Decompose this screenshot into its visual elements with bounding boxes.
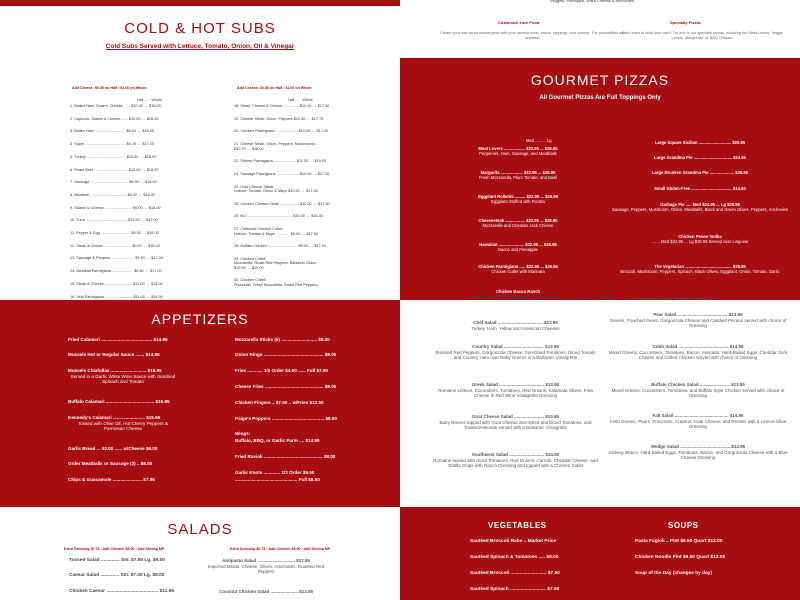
salad-row: Caesar Salad .............. Sm. $7.00 Lg. $9.00 (69, 573, 165, 578)
pizza-desc: Fresh Mozzarella, Plum Tomato, and Basil (478, 175, 558, 180)
salad-item (433, 382, 598, 399)
salad-name: Greek Salad .................................... $13.95 (471, 382, 560, 387)
sub-item: 10. Tuna ....................................... $10.00 .... $17.00 (70, 218, 158, 223)
salad-item (433, 414, 598, 431)
pizza-item (433, 146, 603, 156)
sub-item: 8. Meatball ................................... $9.00 .... $16.00 (70, 192, 156, 197)
salad-row: Tossed Salad .............. Sm. $7.50 Lg. $9.50 (69, 558, 165, 563)
salad-desc: Turkey, Ham, Yellow and American Cheeses (471, 325, 560, 331)
sub-item: 2. Capicola, Salami & Cheese ...... $10.00 .... $16.00 (70, 116, 159, 121)
salad-name: Country Salad ................................ $13.95 (472, 344, 559, 349)
sub-item: Lettuce, Tomato & Mayo ............. $9.50 .... $17.50 (234, 231, 319, 236)
pizza-desc: ....... Med $24.95 ... Lg $28.95 Served over Linguine (651, 239, 749, 244)
salad-name: Coconut Chicken Salad ...................... $13.95 (218, 589, 314, 594)
salad-desc: Imported Meats, Cheese, Olives, Artichokes, Roasted Red Peppers (207, 563, 325, 574)
appetizer-item (68, 477, 178, 483)
pizza-name: Eggplant Rollatini ......... $22.95 ... $26.95 (478, 194, 558, 199)
salad-name: Southwest Salad ............................ $14.95 (471, 452, 560, 457)
sub-item: 18. Steak, Cheese & Onions ............... $10.00 .... $17.50 (234, 104, 330, 108)
sub-item: 16. Veal Parmigiana .......................... $11.00 .... $18.00 (70, 294, 163, 299)
subs-right-note: Add Cheese: $0.50 on Half • $1.00 on Whole (237, 86, 312, 90)
salad-name: Cobb Salad ........................................ $14.95 (652, 344, 744, 349)
specialty-top-cut: Veggies, Pineapple, Extra Cheese & Anchovies (550, 0, 634, 3)
salad-name: Buffalo Chicken Salad ........................ $13.95 (651, 382, 745, 387)
soups-title: SOUPS (668, 521, 699, 530)
customize-text: Create your own pizza masterpiece with your favorite crust, sauce, toppings, and cheese. The possibilities are endless! (440, 31, 625, 40)
salad-desc: Roasted Red Peppers, Gorgonzola Cheese, Sun-Dried Tomatoes, Diced Tomato and Country Ham over Baby Greens in a Balsamic Vinaigrette (435, 349, 596, 360)
pizza-item (433, 242, 603, 252)
sub-item: 11. Pepper & Egg ............................ $9.00 .... $16.00 (70, 231, 159, 236)
salad-item (608, 413, 788, 430)
pizza-item (433, 264, 603, 274)
salad-name: Goat Cheese Salad ........................ $13.95 (471, 414, 560, 419)
sub-item: Prosciutto, Fresh Mozzarella, Roast Red Peppers, (234, 282, 319, 287)
salad-item (433, 344, 598, 361)
pizza-item (610, 140, 790, 145)
subs-right-list (234, 104, 330, 287)
sub-item: $10.95 .... $19.00 (234, 265, 264, 270)
salad-name: Chef Salad .................................... $13.95 (473, 320, 558, 325)
appetizer-item (68, 337, 178, 343)
specialty-text: Don't want to build your own? Try one of our specialty pizzas, including the Meat Lovers, Veggie Lovers, Margherita, or BBQ Chicken. (622, 31, 783, 40)
pizza-item (610, 202, 790, 212)
sub-item: 4. Super ...................................... $9.75 .... $17.00 (70, 142, 154, 147)
salad-desc: Romaine tossed with diced Tomatoes, Red Onions, Carrots, Cheddar Cheese, and Tortilla Chips with Ranch Dressing and topped with a Chicken Cutlet (433, 457, 598, 468)
appetizer-item: Cheese Fries .............................................. $8.00 (235, 384, 337, 389)
salad-name: Wedge Salad ........................................ $14.95 (650, 444, 746, 449)
salad-item (433, 320, 598, 331)
appetizer-name: Buffalo Calamari ...................................... $15.95 (68, 399, 170, 404)
appetizer-item: Fries ............ 1/2 Order $4.50 ...... Full $7.00 (235, 368, 328, 373)
salad-item (608, 344, 788, 361)
appetizer-name: Garlic Bread ... $3.00 ...... w/Cheese $6.00 (68, 446, 158, 451)
salad-item (433, 452, 598, 469)
pizza-desc: Bacon and Pineapple (498, 247, 538, 252)
appetizer-desc: Tossed with Olive Oil, Hot Cherry Peppers & Parmesan Cheese (77, 420, 169, 432)
salads-title: SALADS (167, 521, 233, 538)
vegetable-item: Sautéed Broccoli Rabe .. Market Price (470, 539, 557, 544)
sub-item: 5. Turkey ..................................... $10.00 .... $18.00 (70, 154, 157, 159)
sub-item: 29. Chicken Cutlet: (234, 256, 267, 261)
subs-subtitle: Cold Subs Served with Lettuce, Tomato, Onion, Oil & Vinegar (105, 43, 295, 50)
pizza-name: Margarita ................... $22.95 ... $26.95 (480, 170, 556, 175)
sub-item: 19. Cheese Steak, Onion, Peppers $10.50 .... $17.75 (234, 116, 324, 121)
sub-item: 3. Boiled Ham ............................. $9.00 .... $16.00 (70, 129, 154, 134)
gourmet-size-header: Med ......... Lg (526, 138, 552, 143)
appetizer-name: Kennedy's Calamari ......................... $15.95 (68, 415, 161, 420)
subs-right-header: Half ...... Whole (288, 98, 313, 102)
appetizer-item: Garlic Knots ............. 1/2 Order $5.50 (235, 470, 315, 475)
vegetable-item: Sautéed Spinach & Tomatoes ..... $8.00 (470, 555, 559, 560)
salad-desc: Greens, Poached Pears, Gorgonzola Cheese and Candied Pecans served with choice of Dressing (609, 317, 787, 328)
salad-item (206, 589, 326, 595)
pizza-name: Large Square Sicilian ............................ $20.95 (654, 140, 746, 145)
pizza-item (433, 218, 603, 228)
pizza-item (610, 234, 790, 244)
gourmet-panel (400, 58, 800, 300)
pizza-desc: Pepperoni, Ham, Sausage, and Meatballs (479, 151, 557, 156)
veg-soups-panel (400, 507, 800, 600)
sub-item: 20. Chicken Parmigiana ..................... $10.00 .... $17.00 (234, 129, 329, 134)
salad-desc: Mixed Greens, Cucumbers, Tomatoes, and Buffalo Style Chicken served with choice of Dressing (611, 387, 785, 398)
subs-left-header: Half ...... Whole (137, 98, 162, 102)
customize-title: Customize Your Pizza (498, 20, 540, 25)
pizza-item (610, 186, 790, 191)
sub-item: 30. Chicken Cutlet: (234, 278, 267, 283)
gourmet-subtitle: All Gourmet Pizzas Are Full Toppings Only (539, 95, 661, 101)
specialty-title: Specialty Pizzas (670, 20, 701, 25)
appetizer-name: Order Meatballs or Sausage (3) .. $8.00 (68, 461, 153, 466)
sub-item: Mozzarella, Roast Red Peppers, Balsamic Glaze (234, 261, 317, 266)
appetizer-item: Fried Ravioli .............................................. $8.00 (235, 454, 336, 459)
salad-item (608, 312, 788, 329)
sub-item: 7. Sausage .................................... $9.00 .... $16.00 (70, 180, 157, 185)
pizza-desc: Broccoli, Mushroom, Peppers, Spinach, Black Olives, Eggplant, Onion, Tomato, Garlic (620, 269, 780, 274)
pizza-desc: Mozzarella and Cheddar Jack Cheese (482, 223, 554, 228)
salad-name: Fall Salad ........................................... $14.95 (652, 413, 744, 418)
sub-item: 12. Steak & Onions .......................... $9.00 .... $16.00 (70, 243, 160, 248)
pizza-desc: Chicken Cutlet with Marinara (491, 269, 545, 274)
sub-item: 14. Meatball Parmigiana .................... $9.50 .... $17.00 (70, 269, 162, 274)
appetizer-item: Chicken Fingers .. $7.50 .. w/Fries $12.50 (235, 400, 324, 405)
appetizer-item (68, 415, 178, 432)
pizza-name: Chicken Bacon Ranch (495, 289, 541, 294)
specialty-panel (400, 0, 800, 58)
subs-title: COLD & HOT SUBS (124, 20, 276, 37)
pizza-name: Meat Lovers .................. $22.95 ... $26.95 (478, 146, 558, 151)
sub-item: 25. Chicken Cheese Steak .................. $10.00 .... $17.50 (234, 201, 330, 206)
pizza-desc: Sausage, Peppers, Mushroom, Onion, Meatballs, Black and Green Olives, Peppers, Anchovies (612, 207, 788, 212)
sub-item: 28. Buffalo Chicken ............................ $9.50 .... $17.00 (234, 244, 326, 249)
pizza-item (433, 170, 603, 180)
appetizer-item: ................................................. Full $8.50 (235, 477, 320, 482)
pizza-name: Garbage Pie ..... Med $24.95 ... Lg $28.95 (660, 202, 740, 207)
salad-desc: Baby Greens topped with Goat Cheese,Sun-Dried and Diced Tomatoes, and ToastedAlmonds served with a Balsamic Vinaigrette (439, 419, 592, 430)
salad-item (608, 444, 788, 461)
salad-desc: Mixed Greens, Cucumbers, Tomatoes, Bacon, Avocado, Hard-Boiled Eggs, Cheddar Jack Cheese and Grilled Chicken served with choice of Dressing (608, 349, 788, 360)
appetizer-item (68, 352, 178, 358)
vegetables-title: VEGETABLES (488, 521, 547, 530)
salad-desc: Romaine Lettuce, Cucumbers, Tomatoes, Red Onions, Kalamata Olives, Feta Cheese in Red Wine Vinaigrette Dressing (438, 387, 593, 398)
salad-item (206, 558, 326, 575)
salad-row: Chicken Caesar ....................................... $11.95 (69, 589, 175, 594)
top-band (0, 0, 400, 6)
pizza-name: Cheesesteak ................. $22.95 ... $26.95 (478, 218, 558, 223)
pizza-item (610, 264, 790, 274)
subs-left-list (70, 104, 163, 299)
pizza-name: Small Gluten-Free ................................... $14.50 (654, 186, 746, 191)
appetizer-item (68, 446, 178, 452)
pizza-name: Chicken Penne Vodka (678, 234, 722, 239)
soup-item: Soup of the Day (changes by day) (635, 571, 713, 576)
vegetable-item: Sautéed Spinach ........................... $7.50 (470, 587, 560, 592)
salads-right-note: Extra Dressing $0.75 • Add Chicken $5.00 • Add Shrimp MP (230, 547, 331, 551)
pizza-name: The Vegetarian ........................................ $28.95 (654, 264, 746, 269)
appetizer-item: Buffalo, BBQ, or Garlic Parm .... $14.95 (235, 438, 320, 443)
sub-item: 23. Sausage Parmigiana ..................... $10.00 .... $17.00 (234, 171, 330, 176)
pizza-name: Hawaiian ...................... $22.95 ... $26.95 (479, 242, 557, 247)
salad-desc: Field Greens, Pears, Prosciutto, Craisins, Goat Cheese, and Pecans with a Lemon-Olive Dressing (609, 418, 787, 429)
salad-name: Antipasto Salad .............................. $17.95 (222, 558, 310, 563)
pizza-item (433, 289, 603, 294)
salad-top-cut-2: Served with a Honey Mustard Dressing (635, 296, 710, 301)
appetizers-title: APPETIZERS (151, 311, 249, 327)
salads-left-note: Extra Dressing $0.75 • Add Chicken $5.00 • Add Shrimp MP (64, 547, 165, 551)
pizza-desc: Eggplant Stuffed with Ricotta (491, 199, 545, 204)
appetizer-name: Chips & Guacamole ....................... $7.95 (68, 477, 155, 482)
appetizer-item (68, 399, 178, 405)
salads-continued-panel (400, 295, 800, 507)
sub-item: $10.75 .... $18.00 (234, 146, 264, 151)
appetizer-item (68, 461, 178, 467)
appetizer-item: Paige's Poppers ......................................... $8.00 (235, 416, 337, 421)
sub-item: 15. Steak & Cheese .......................... $11.00 .... $18.00 (70, 281, 163, 286)
vegetable-item: Sautéed Broccoli ........................... $7.50 (470, 571, 560, 576)
sub-item: 24. Cold Cheese Steak: (234, 184, 275, 189)
salad-top-cut: Fresh Mozzarella, Tomatoes & Basil Salad ............................. $13.95 (470, 295, 612, 300)
appetizer-item: Wings: (235, 431, 251, 436)
sub-item: 22. Shrimp Parmigiana ..................... $11.00 .... $19.00 (234, 159, 327, 164)
pizza-item (610, 155, 790, 160)
salad-name: Pear Salad ........................................ $13.95 (653, 312, 743, 317)
pizza-item (610, 170, 790, 175)
sub-item: 26. BLT .......................................... $10.00 .... $16.00 (234, 214, 323, 219)
salad-desc: Iceberg lettuce, Hard-Boiled Eggs, Tomatoes, Bacon, and Gorgonzola Cheese with a Blue Cheese Dressing (608, 449, 788, 460)
sub-item: 6. Roast Beef ................................ $10.00 .... $18.00 (70, 167, 159, 172)
appetizers-panel (0, 300, 400, 507)
soup-item: Chicken Noodle Pint $6.50 Quart $12.00 (635, 555, 726, 560)
gourmet-title: GOURMET PIZZAS (530, 72, 670, 88)
appetizer-item (68, 368, 178, 385)
pizza-name: Chicken Parmigiana ..... $22.95 ... $26.95 (478, 264, 558, 269)
pizza-name: Large Drunken Grandma Pie ..................... $25.95 (651, 170, 749, 175)
pizza-name: Large Grandma Pie ................................. $24.95 (654, 155, 746, 160)
sub-item: Lettuce, Tomato, Onion & Mayo $10.50 .... $17.50 (234, 189, 318, 194)
salads-panel (0, 507, 400, 600)
appetizer-desc: Served in a Garlic White Wine Sauce with Sundried Spinach and Tomato (70, 373, 176, 385)
appetizer-name: Mussels Hot or Regular Sauce ....... $14.95 (68, 352, 160, 357)
appetizer-name: Fried Calamari ........................................ $14.95 (68, 337, 168, 342)
salad-item (608, 382, 788, 399)
sub-item: 21. Cheese Steak, Onion, Peppers, Mushrooms ..... (234, 142, 321, 147)
sub-item: 13. Sausage & Peppers ...................... $9.50 .... $17.00 (70, 256, 163, 261)
sub-item: 9. Salami & Cheese .......................... $9.00 .... $16.00 (70, 205, 161, 210)
appetizer-item: Onion Rings ............................................... $8.00 (235, 352, 337, 357)
subs-left-note: Add Cheese: $0.50 on Half • $1.00 on Whole (72, 86, 147, 90)
appetizer-item: Mozzarella Sticks (6) ............................ $8.00 (235, 337, 330, 342)
sub-item: 1. Boiled Ham, Salami, Cheese ...... $10.00 .... $16.00 (70, 104, 161, 108)
pizza-item (433, 194, 603, 204)
sub-item: 27. California Chicken Cutlet: (234, 227, 284, 232)
appetizer-name: Mussels Chiafullas ............................ $15.95 (68, 368, 162, 373)
soup-item: Pasta Fagioli .. Pint $6.50 Quart $12.00 (635, 539, 723, 544)
subs-panel (0, 0, 400, 300)
